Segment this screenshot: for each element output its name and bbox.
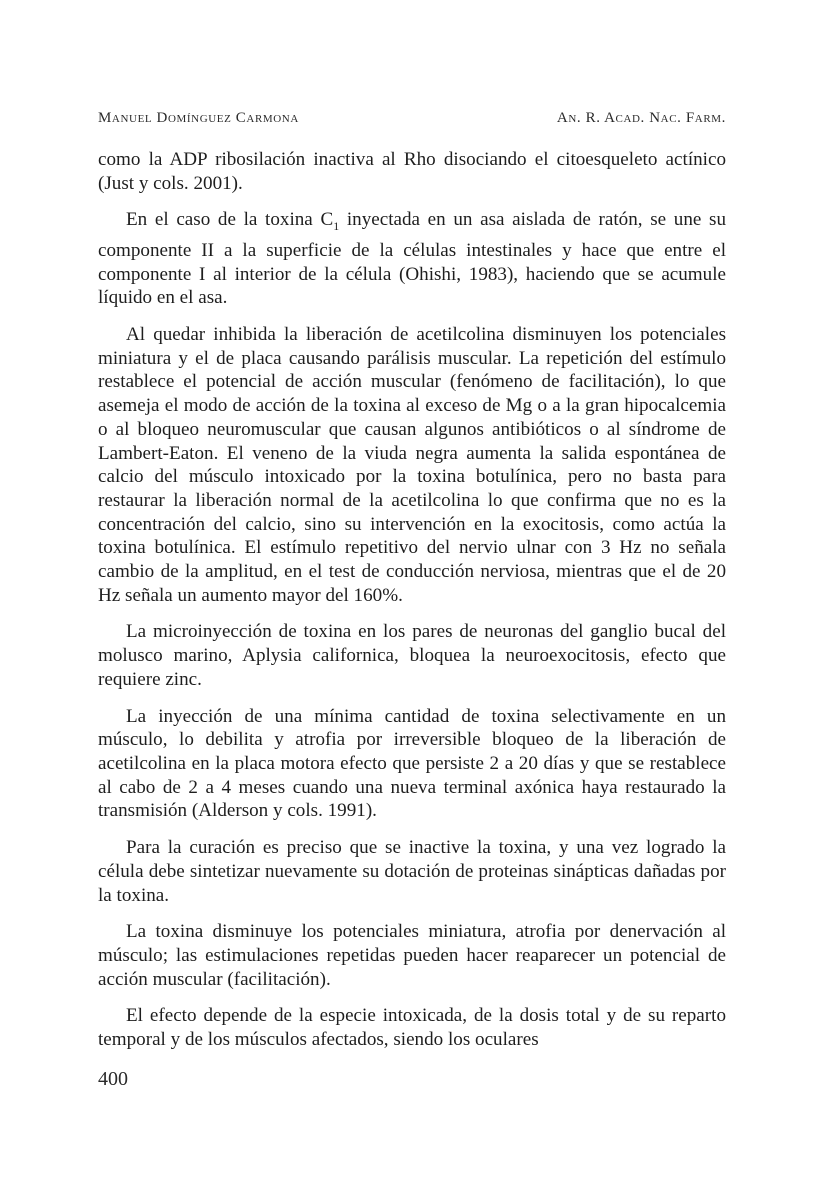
paragraph-2	[98, 208, 726, 310]
header-author: Manuel Domínguez Carmona	[98, 110, 299, 126]
paragraph-3: Al quedar inhibida la liberación de acetilcolina disminuyen los potenciales miniatura y el de placa causando parálisis muscular. La repetición del estímulo restablece el potencial de acción muscular (fenómeno de facilitación), lo que asemeja el modo de acción de la toxina al exceso de Mg o a la gran hipocalcemia o al bloqueo neuromuscular que causan algunos antibióticos o al síndrome de Lambert-Eaton. El veneno de la viuda negra aumenta la salida espontánea de calcio del músculo intoxicado por la toxina botulínica, pero no basta para restaurar la liberación normal de la acetilcolina lo que confirma que no es la concentración del calcio, sino su intervención en la exocitosis, como actúa la toxina botulínica. El estímulo repetitivo del nervio ulnar con 3 Hz no señala cambio de la amplitud, en el test de conducción nerviosa, mientras que el de 20 Hz señala un aumento mayor del 160%.	[98, 324, 726, 606]
paragraph-2-start: En el caso de la toxina C	[126, 209, 334, 231]
header-journal: An. R. Acad. Nac. Farm.	[556, 110, 726, 126]
paragraph-2-rest: inyectada en un asa aislada de ratón, se une su componente II a la superficie de la células intestinales y hace que entre el componente I al interior de la célula (Ohishi, 1983), haciendo que se acumule líquido en el asa.	[98, 209, 726, 309]
paragraph-6: Para la curación es preciso que se inactive la toxina, y una vez logrado la célula debe sintetizar nuevamente su dotación de proteinas sinápticas dañadas por la toxina.	[98, 837, 726, 906]
paragraph-1: como la ADP ribosilación inactiva al Rho disociando el citoesqueleto actínico (Just y cols. 2001).	[98, 149, 726, 194]
paragraph-2-subscript: 1	[333, 219, 340, 234]
body-text	[98, 148, 726, 1065]
page-number: 400	[98, 1068, 128, 1090]
paragraph-7: La toxina disminuye los potenciales miniatura, atrofia por denervación al músculo; las estimulaciones repetidas pueden hacer reaparecer un potencial de acción muscular (facilitación).	[98, 921, 726, 990]
paragraph-8: El efecto depende de la especie intoxicada, de la dosis total y de su reparto temporal y de los músculos afectados, siendo los oculares	[98, 1005, 726, 1051]
running-header	[98, 110, 726, 134]
paragraph-4: La microinyección de toxina en los pares de neuronas del ganglio bucal del molusco marino, Aplysia californica, bloquea la neuroexocitosis, efecto que requiere zinc.	[98, 621, 726, 690]
paragraph-5: La inyección de una mínima cantidad de toxina selectivamente en un músculo, lo debilita y atrofia por irreversible bloqueo de la liberación de acetilcolina en la placa motora efecto que persiste 2 a 20 días y que se restablece al cabo de 2 a 4 meses cuando una nueva terminal axónica haya restaurado la transmisión (Alderson y cols. 1991).	[98, 705, 726, 822]
